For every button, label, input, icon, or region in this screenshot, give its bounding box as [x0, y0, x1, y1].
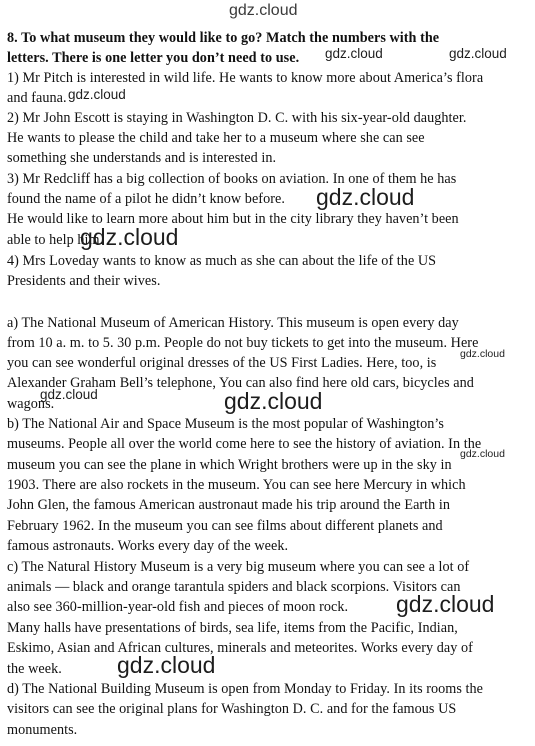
person-4-line-2: Presidents and their wives.	[7, 273, 161, 289]
watermark-big-3: gdz.cloud	[224, 388, 323, 414]
museum-c-line-1: c) The Natural History Museum is a very big museum where you can see a lot of	[7, 559, 470, 575]
person-1-line-1: 1) Mr Pitch is interested in wild life. He wants to know more about America’s flora	[7, 70, 484, 86]
museum-c-line-5: Eskimo, Asian and African cultures, minerals and meteorites. Works every day of	[7, 640, 473, 656]
watermark-big-1: gdz.cloud	[316, 184, 415, 210]
museum-a-line-1: a) The National Museum of American History. This museum is open every day	[7, 315, 459, 331]
museum-d-line-1: d) The National Building Museum is open from Monday to Friday. In its rooms the	[7, 681, 484, 697]
museum-c-line-6: the week.	[7, 661, 62, 677]
museum-c-line-4: Many halls have presentations of birds, sea life, items from the Pacific, Indian,	[7, 620, 458, 636]
person-3-line-2: found the name of a pilot he didn’t know before.	[7, 191, 285, 207]
watermark-big-5: gdz.cloud	[117, 652, 216, 678]
museum-a-line-2: from 10 a. m. to 5. 30 p.m. People do not buy tickets to get into the museum. Here	[7, 335, 479, 351]
museum-b-line-7: famous astronauts. Works every day of the week.	[7, 538, 289, 554]
person-1-line-2: and fauna.	[7, 90, 67, 106]
person-3-line-1: 3) Mr Redcliff has a big collection of books on aviation. In one of them he has	[7, 171, 457, 187]
museum-b-line-5: John Glen, the famous American austronaut made his trip around the Earth in	[7, 497, 451, 513]
task-heading-line-2: letters. There is one letter you don’t need to use.	[7, 50, 300, 66]
person-3-line-4: able to help him.	[7, 232, 104, 248]
museum-b-line-2: museums. People all over the world come here to see the history of aviation. In the	[7, 436, 482, 452]
task-heading-line-1: 8. To what museum they would like to go? Match the numbers with the	[7, 30, 440, 46]
watermark-fauna: gdz.cloud	[68, 87, 126, 102]
person-4-line-1: 4) Mrs Loveday wants to know as much as she can about the life of the US	[7, 253, 437, 269]
museum-b-line-3: museum you can see the plane in which Wright brothers were up in the sky in	[7, 457, 452, 473]
watermark-wagons: gdz.cloud	[40, 387, 98, 402]
person-3-line-3: He would like to learn more about him but in the city library they haven’t been	[7, 211, 459, 227]
museum-b-line-6: February 1962. In the museum you can see films about different planets and	[7, 518, 443, 534]
watermark-top: gdz.cloud	[229, 2, 298, 19]
watermark-heading-middle: gdz.cloud	[325, 46, 383, 61]
museum-a-line-3: you can see wonderful original dresses of the US First Ladies. Here, too, is	[7, 355, 437, 371]
person-2-line-3: something she understands and is interested in.	[7, 150, 277, 166]
watermark-big-2: gdz.cloud	[80, 224, 179, 250]
museum-b-line-1: b) The National Air and Space Museum is the most popular of Washington’s	[7, 416, 444, 432]
watermark-small-1: gdz.cloud	[460, 348, 505, 360]
museum-a-line-4: Alexander Graham Bell’s telephone, You can also find here old cars, bicycles and	[7, 375, 474, 391]
museum-d-line-3: monuments.	[7, 722, 78, 738]
museum-c-line-3: also see 360-million-year-old fish and pieces of moon rock.	[7, 599, 349, 615]
watermark-heading-right: gdz.cloud	[449, 46, 507, 61]
museum-a-line-5: wagons.	[7, 396, 55, 412]
museum-d-line-2: visitors can see the original plans for Washington D. C. and for the famous US	[7, 701, 457, 717]
person-2-line-1: 2) Mr John Escott is staying in Washington D. C. with his six-year-old daughter.	[7, 110, 467, 126]
watermark-small-2: gdz.cloud	[460, 448, 505, 460]
person-2-line-2: He wants to please the child and take her to a museum where she can see	[7, 130, 425, 146]
museum-c-line-2: animals — black and orange tarantula spiders and black scorpions. Visitors can	[7, 579, 461, 595]
museum-b-line-4: 1903. There are also rockets in the museum. You can see here Mercury in which	[7, 477, 466, 493]
watermark-big-4: gdz.cloud	[396, 591, 495, 617]
